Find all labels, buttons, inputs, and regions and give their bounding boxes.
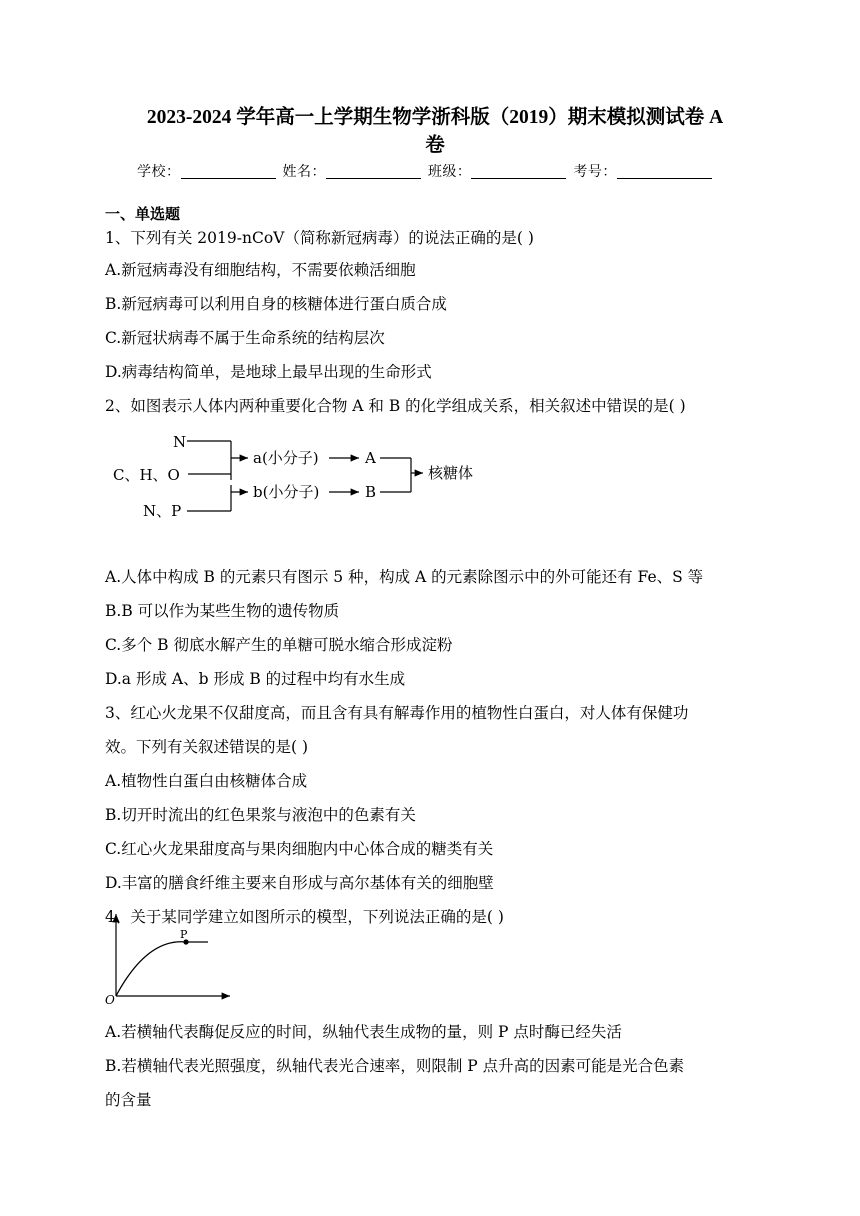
ribosome-label: 核糖体 (428, 464, 474, 482)
small-molecule-a: a(小分子) (253, 449, 319, 467)
compound-a: A (365, 449, 376, 467)
q2-stem: 2、如图表示人体内两种重要化合物 A 和 B 的化学组成关系，相关叙述中错误的是( ) (105, 397, 686, 415)
element-cho: C、H、O (113, 466, 180, 484)
school-blank[interactable] (181, 164, 276, 179)
q1-option-b: B.新冠病毒可以利用自身的核糖体进行蛋白质合成 (105, 295, 447, 313)
q3-stem-line-1: 3、红心火龙果不仅甜度高，而且含有具有解毒作用的植物性白蛋白，对人体有保健功 (105, 704, 689, 722)
q1-option-d: D.病毒结构简单，是地球上最早出现的生命形式 (105, 363, 432, 381)
q1-option-a: A.新冠病毒没有细胞结构，不需要依赖活细胞 (105, 261, 416, 279)
name-label: 姓名： (282, 164, 326, 180)
exam-number-label: 考号： (573, 164, 617, 180)
q3-option-c: C.红心火龙果甜度高与果肉细胞内中心体合成的糖类有关 (105, 840, 494, 858)
q3-option-d: D.丰富的膳食纤维主要来自形成与高尔基体有关的细胞壁 (105, 874, 494, 892)
q4-model-graph (102, 908, 237, 1008)
q4-stem: 4、关于某同学建立如图所示的模型，下列说法正确的是( ) (105, 908, 504, 926)
q2-composition-diagram (105, 428, 495, 523)
exam-title (110, 104, 760, 160)
compound-b: B (365, 483, 377, 501)
student-info-row (137, 161, 714, 181)
q4-option-b-line-1: B.若横轴代表光照强度，纵轴代表光合速率，则限制 P 点升高的因素可能是光合色素 (105, 1057, 685, 1075)
q3-stem-line-2: 效。下列有关叙述错误的是( ) (105, 738, 309, 756)
school-label: 学校： (137, 164, 181, 180)
exam-number-blank[interactable] (617, 164, 712, 179)
class-label: 班级： (427, 164, 472, 180)
q3-option-b: B.切开时流出的红色果浆与液泡中的色素有关 (105, 806, 416, 824)
q2-option-b: B.B 可以作为某些生物的遗传物质 (105, 602, 340, 620)
q1-stem: 1、下列有关 2019-nCoV（简称新冠病毒）的说法正确的是( ) (105, 229, 534, 247)
origin-label: O (105, 993, 115, 1007)
curve (116, 942, 208, 996)
class-blank[interactable] (471, 164, 566, 179)
q2-option-d: D.a 形成 A、b 形成 B 的过程中均有水生成 (105, 670, 406, 688)
q4-option-b-line-2: 的含量 (105, 1091, 152, 1109)
point-p-label: P (180, 928, 188, 941)
q2-option-c: C.多个 B 彻底水解产生的单糖可脱水缩合形成淀粉 (105, 636, 453, 654)
name-blank[interactable] (326, 164, 421, 179)
title-line-2: 卷 (425, 135, 445, 156)
element-n: N (173, 433, 187, 451)
small-molecule-b: b(小分子) (253, 483, 320, 501)
q2-option-a: A.人体中构成 B 的元素只有图示 5 种，构成 A 的元素除图示中的外可能还有 Fe、S 等 (105, 568, 704, 586)
q1-option-c: C.新冠状病毒不属于生命系统的结构层次 (105, 329, 385, 347)
element-np: N、P (143, 502, 182, 520)
q4-option-a: A.若横轴代表酶促反应的时间，纵轴代表生成物的量，则 P 点时酶已经失活 (105, 1023, 622, 1041)
section-title: 一、单选题 (105, 205, 181, 223)
q3-option-a: A.植物性白蛋白由核糖体合成 (105, 772, 308, 790)
title-line-1: 2023-2024 学年高一上学期生物学浙科版（2019）期末模拟测试卷 A (146, 107, 724, 128)
